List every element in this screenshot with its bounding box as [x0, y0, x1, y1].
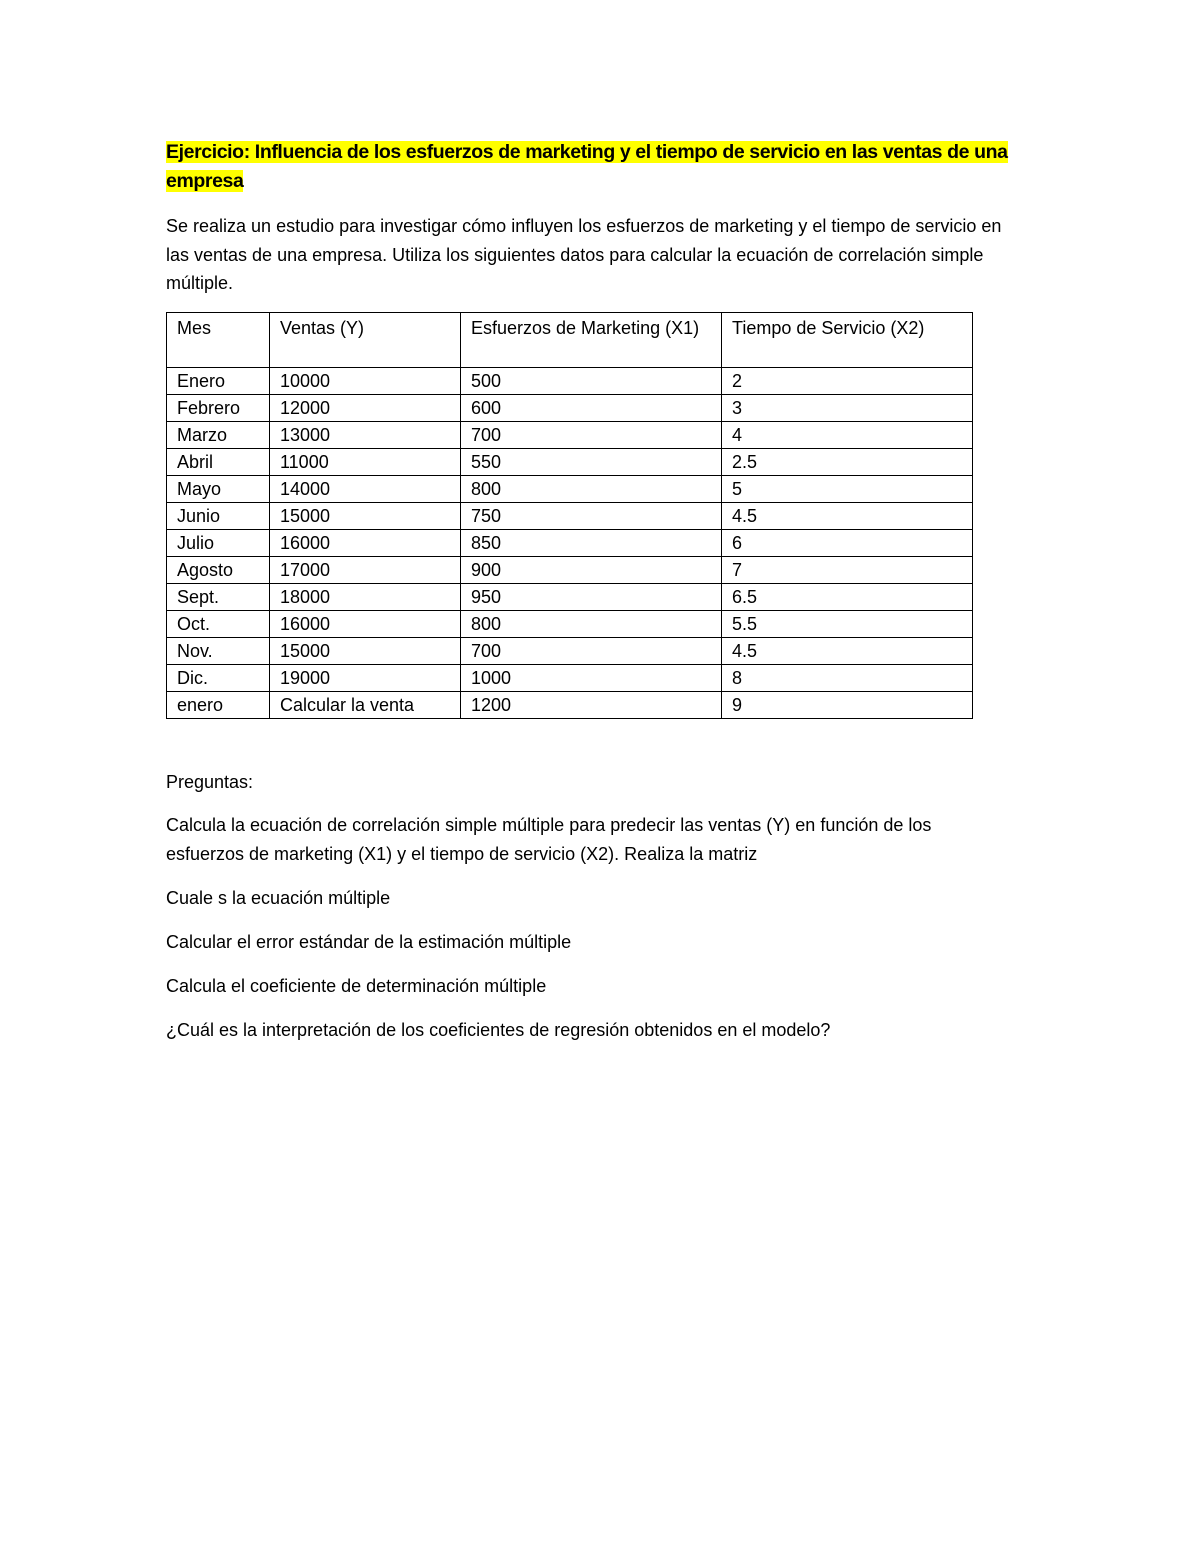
cell-tiempo: 6	[722, 530, 973, 557]
header-mes: Mes	[167, 313, 270, 368]
cell-tiempo: 3	[722, 395, 973, 422]
table-row	[167, 530, 973, 557]
cell-mes: Febrero	[167, 395, 270, 422]
cell-ventas: 10000	[270, 368, 461, 395]
cell-tiempo: 8	[722, 665, 973, 692]
cell-tiempo: 9	[722, 692, 973, 719]
cell-mes: Agosto	[167, 557, 270, 584]
cell-esfuerzos: 800	[461, 611, 722, 638]
cell-tiempo: 7	[722, 557, 973, 584]
preguntas-heading: Preguntas:	[166, 772, 254, 792]
cell-esfuerzos: 700	[461, 638, 722, 665]
cell-ventas: 17000	[270, 557, 461, 584]
cell-esfuerzos: 800	[461, 476, 722, 503]
cell-ventas: 19000	[270, 665, 461, 692]
cell-esfuerzos: 1000	[461, 665, 722, 692]
cell-tiempo: 6.5	[722, 584, 973, 611]
exercise-title	[166, 138, 1016, 196]
cell-mes: Julio	[167, 530, 270, 557]
data-table	[166, 312, 973, 719]
table-row	[167, 665, 973, 692]
cell-ventas: 15000	[270, 638, 461, 665]
cell-ventas: 13000	[270, 422, 461, 449]
table-row	[167, 395, 973, 422]
cell-esfuerzos: 550	[461, 449, 722, 476]
cell-mes: Dic.	[167, 665, 270, 692]
table-row	[167, 503, 973, 530]
header-esfuerzos: Esfuerzos de Marketing (X1)	[461, 313, 722, 368]
table-row	[167, 368, 973, 395]
table-row	[167, 611, 973, 638]
question-5: ¿Cuál es la interpretación de los coeficientes de regresión obtenidos en el modelo?	[166, 1020, 831, 1040]
cell-mes: Enero	[167, 368, 270, 395]
question-3: Calcular el error estándar de la estimación múltiple	[166, 932, 572, 952]
table-row	[167, 449, 973, 476]
table-header-row	[167, 313, 973, 368]
cell-tiempo: 5.5	[722, 611, 973, 638]
cell-tiempo: 2.5	[722, 449, 973, 476]
table-row	[167, 476, 973, 503]
table-row	[167, 557, 973, 584]
cell-mes: Marzo	[167, 422, 270, 449]
header-tiempo: Tiempo de Servicio (X2)	[722, 313, 973, 368]
cell-mes: Mayo	[167, 476, 270, 503]
cell-esfuerzos: 900	[461, 557, 722, 584]
cell-tiempo: 4	[722, 422, 973, 449]
cell-tiempo: 5	[722, 476, 973, 503]
cell-mes: Abril	[167, 449, 270, 476]
cell-ventas: 16000	[270, 611, 461, 638]
cell-esfuerzos: 500	[461, 368, 722, 395]
cell-mes: Nov.	[167, 638, 270, 665]
cell-tiempo: 4.5	[722, 503, 973, 530]
cell-esfuerzos: 1200	[461, 692, 722, 719]
exercise-title-highlight: Ejercicio: Influencia de los esfuerzos de marketing y el tiempo de servicio en las ventas de una empresa	[166, 141, 1008, 192]
intro-paragraph: Se realiza un estudio para investigar cómo influyen los esfuerzos de marketing y el tiempo de servicio en las ventas de una empresa. Utiliza los siguientes datos para calcular la ecuación de correlación simple múltiple.	[166, 216, 1002, 293]
cell-mes: Oct.	[167, 611, 270, 638]
cell-ventas: 11000	[270, 449, 461, 476]
cell-ventas: 12000	[270, 395, 461, 422]
table-row	[167, 692, 973, 719]
question-4: Calcula el coeficiente de determinación múltiple	[166, 976, 547, 996]
cell-esfuerzos: 700	[461, 422, 722, 449]
table-row	[167, 584, 973, 611]
cell-esfuerzos: 850	[461, 530, 722, 557]
cell-ventas: 15000	[270, 503, 461, 530]
header-ventas: Ventas (Y)	[270, 313, 461, 368]
cell-tiempo: 4.5	[722, 638, 973, 665]
cell-mes: enero	[167, 692, 270, 719]
cell-mes: Sept.	[167, 584, 270, 611]
cell-ventas: 16000	[270, 530, 461, 557]
cell-mes: Junio	[167, 503, 270, 530]
cell-tiempo: 2	[722, 368, 973, 395]
cell-ventas: Calcular la venta	[270, 692, 461, 719]
question-1: Calcula la ecuación de correlación simple múltiple para predecir las ventas (Y) en función de los esfuerzos de marketing (X1) y el tiempo de servicio (X2). Realiza la matriz	[166, 815, 932, 864]
cell-ventas: 14000	[270, 476, 461, 503]
cell-esfuerzos: 950	[461, 584, 722, 611]
table-row	[167, 638, 973, 665]
question-2: Cuale s la ecuación múltiple	[166, 888, 391, 908]
cell-esfuerzos: 600	[461, 395, 722, 422]
cell-ventas: 18000	[270, 584, 461, 611]
cell-esfuerzos: 750	[461, 503, 722, 530]
table-row	[167, 422, 973, 449]
